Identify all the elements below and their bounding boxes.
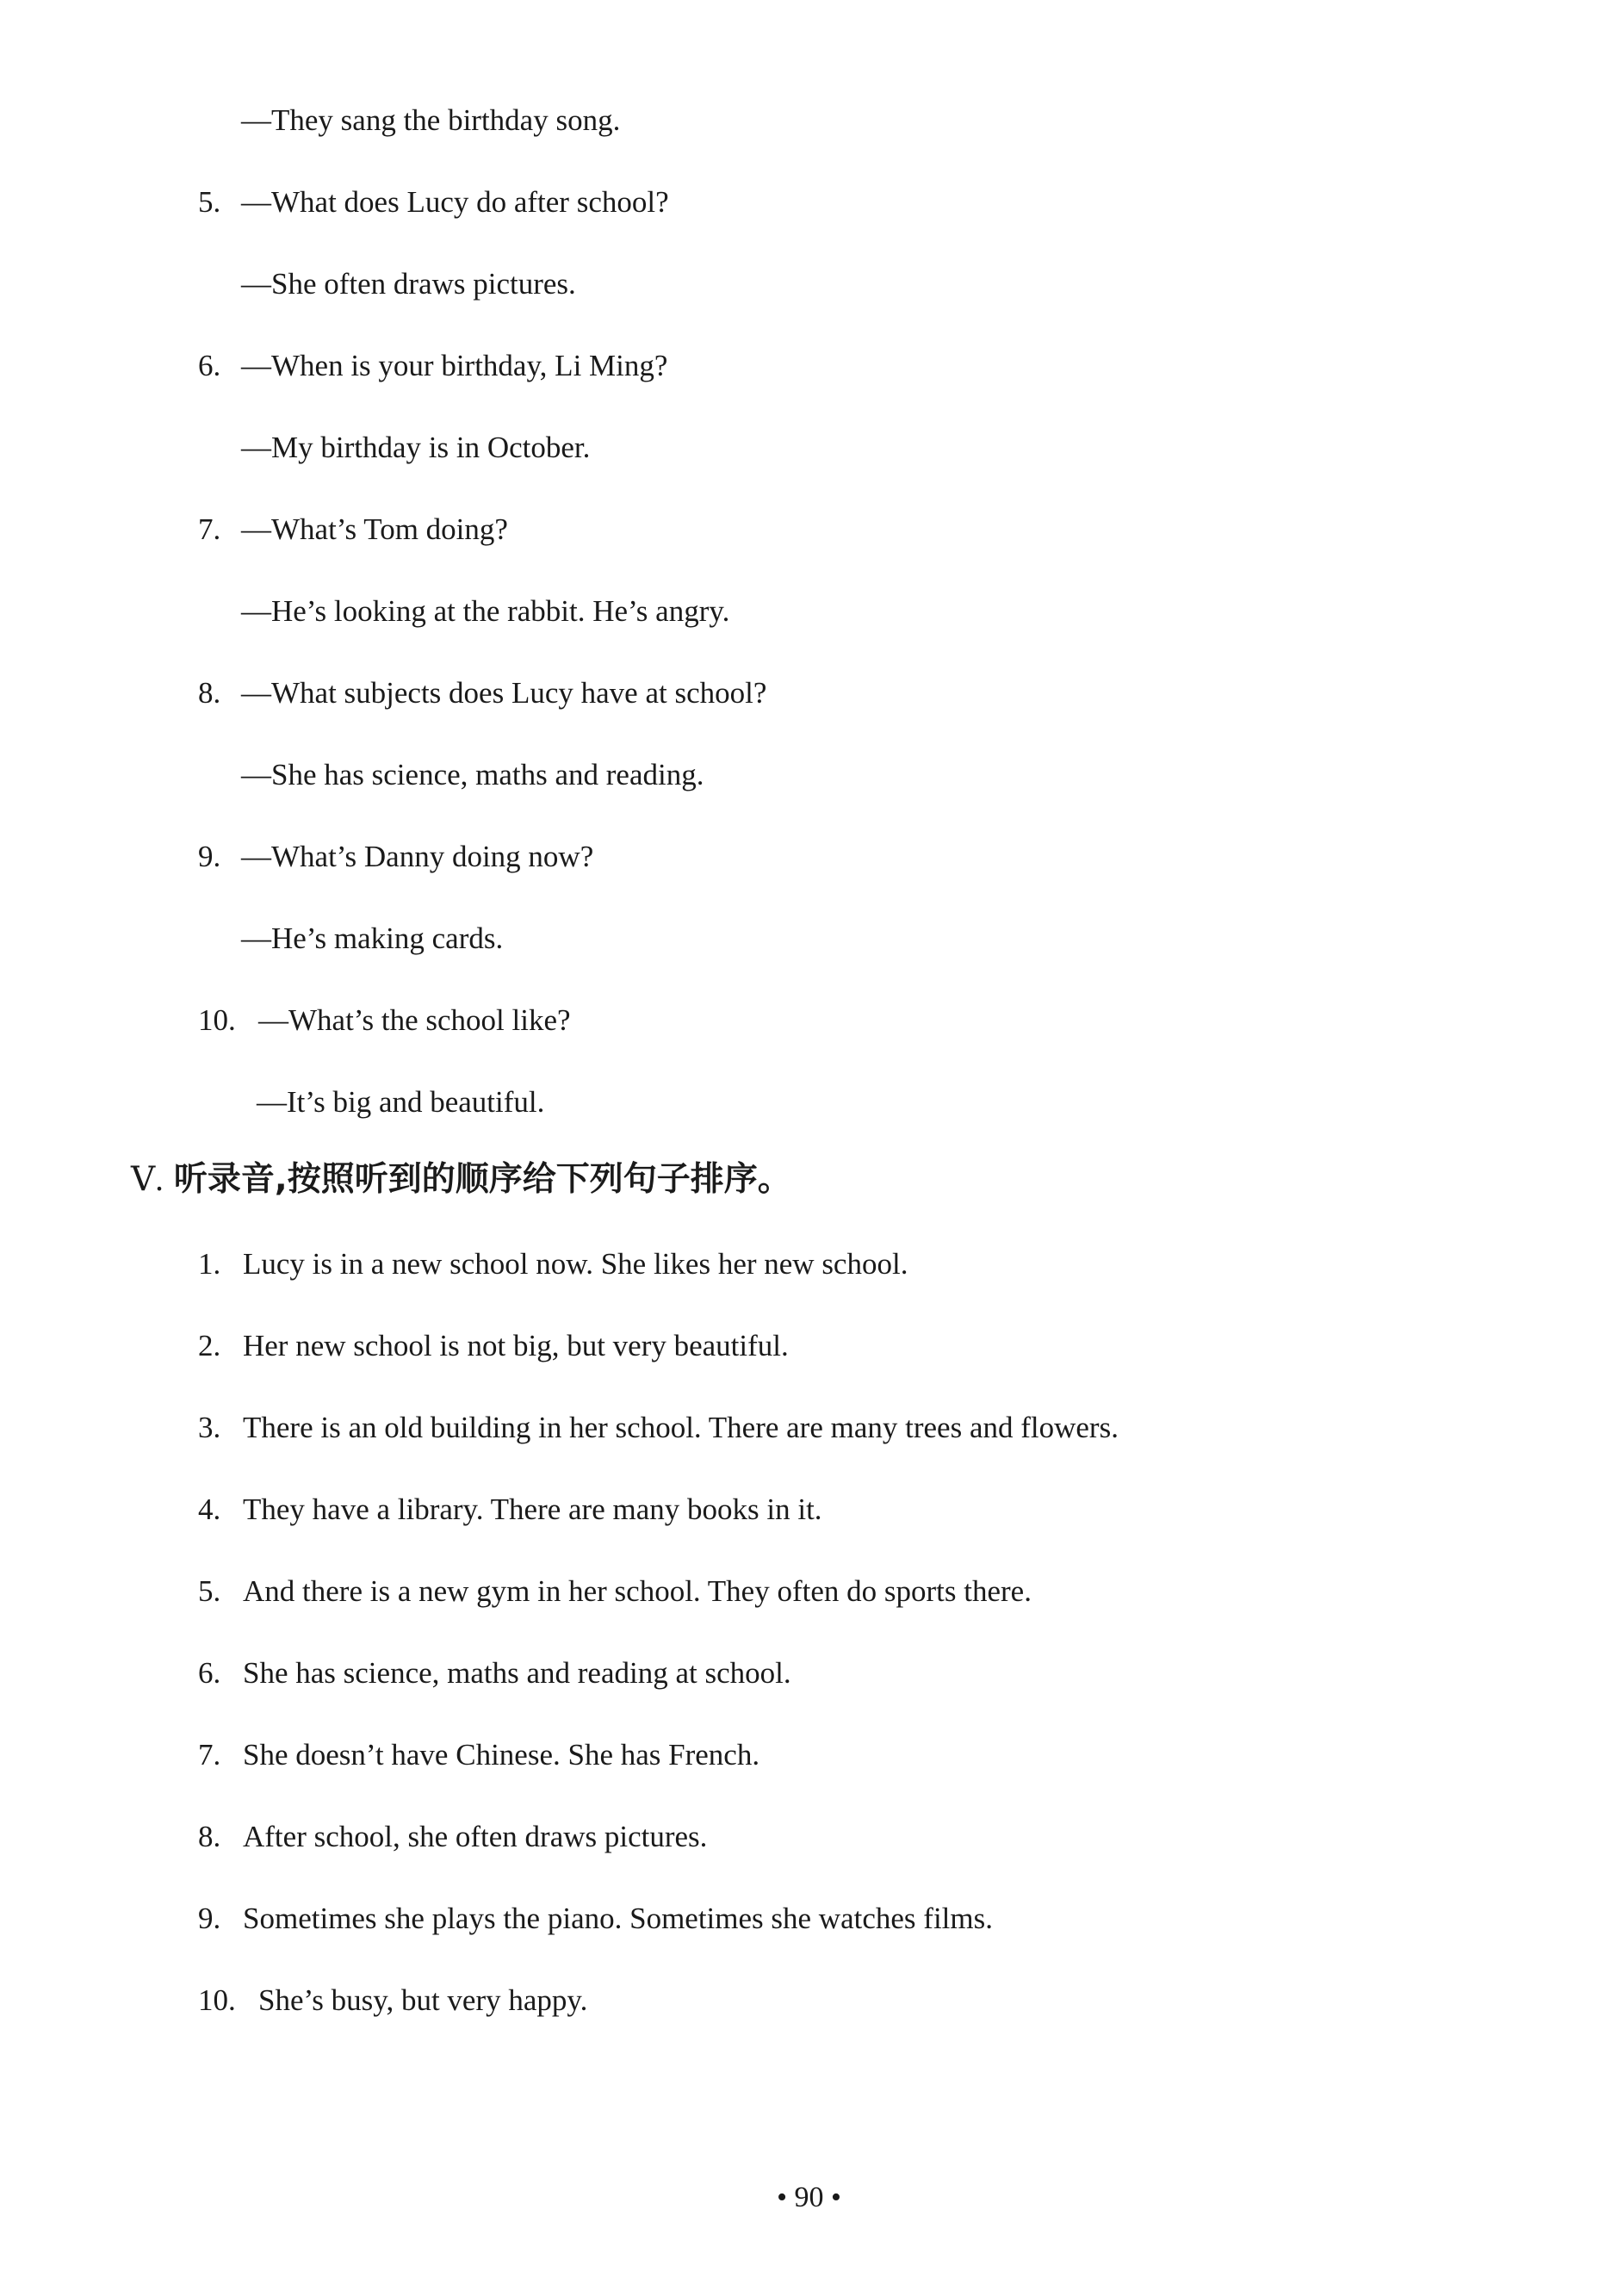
item-number: 10.: [198, 1983, 236, 2017]
dialogue-question: —What subjects does Lucy have at school?: [241, 676, 767, 710]
sentence-item-6: [198, 1658, 791, 1688]
sentence-item-1: [198, 1249, 908, 1279]
dialogue-question: —What’s Danny doing now?: [241, 840, 594, 873]
item-number: 1.: [198, 1247, 221, 1281]
item-number: 2.: [198, 1329, 221, 1362]
sentence-text: There is an old building in her school. There are many trees and flowers.: [243, 1411, 1119, 1444]
item-number: 5.: [198, 1574, 221, 1608]
item-number: 8.: [198, 676, 221, 710]
sentence-item-9: [198, 1903, 993, 1933]
section-heading: [131, 1160, 791, 1199]
item-number: 10.: [198, 1003, 236, 1037]
dialogue-question: —What does Lucy do after school?: [241, 185, 669, 219]
dialogue-answer-8: —She has science, maths and reading.: [241, 758, 704, 791]
item-number: 4.: [198, 1492, 221, 1526]
dialogue-answer-4: —They sang the birthday song.: [241, 103, 621, 137]
item-number: 8.: [198, 1820, 221, 1853]
sentence-text: Sometimes she plays the piano. Sometimes she watches films.: [243, 1902, 993, 1935]
item-number: 3.: [198, 1411, 221, 1444]
sentence-text: And there is a new gym in her school. They often do sports there.: [243, 1574, 1032, 1608]
section-title: 听录音,按照听到的顺序给下列句子排序。: [173, 1160, 791, 1199]
dialogue-item-7: [198, 514, 508, 544]
item-number: 9.: [198, 840, 221, 873]
dialogue-item-5: [198, 187, 669, 217]
dialogue-item-6: [198, 351, 667, 381]
sentence-text: She’s busy, but very happy.: [258, 1983, 588, 2017]
sentence-item-5: [198, 1576, 1032, 1606]
sentence-item-2: [198, 1331, 789, 1361]
section-numeral: Ⅴ.: [131, 1161, 164, 1198]
item-number: 6.: [198, 349, 221, 382]
item-number: 7.: [198, 1738, 221, 1772]
dialogue-answer-6: —My birthday is in October.: [241, 431, 591, 464]
dialogue-question: —What’s Tom doing?: [241, 512, 508, 546]
sentence-item-4: [198, 1494, 822, 1524]
sentence-item-7: [198, 1740, 759, 1770]
page-number: • 90 •: [777, 2181, 841, 2213]
dialogue-answer-7: —He’s looking at the rabbit. He’s angry.: [241, 594, 730, 628]
sentence-item-10: [198, 1985, 587, 2015]
item-number: 7.: [198, 512, 221, 546]
item-number: 9.: [198, 1902, 221, 1935]
sentence-text: She has science, maths and reading at school.: [243, 1656, 791, 1690]
item-number: 6.: [198, 1656, 221, 1690]
dialogue-item-10: [198, 1005, 571, 1035]
dialogue-question: —When is your birthday, Li Ming?: [241, 349, 668, 382]
dialogue-answer-9: —He’s making cards.: [241, 922, 504, 955]
dialogue-question: —What’s the school like?: [258, 1003, 571, 1037]
sentence-text: Lucy is in a new school now. She likes her new school.: [243, 1247, 908, 1281]
sentence-text: They have a library. There are many books in it.: [243, 1492, 822, 1526]
dialogue-answer-5: —She often draws pictures.: [241, 267, 576, 301]
sentence-item-3: [198, 1412, 1119, 1443]
dialogue-answer-10: —It’s big and beautiful.: [257, 1085, 545, 1119]
item-number: 5.: [198, 185, 221, 219]
dialogue-item-9: [198, 841, 593, 872]
sentence-text: Her new school is not big, but very beautiful.: [243, 1329, 789, 1362]
sentence-item-8: [198, 1821, 707, 1852]
dialogue-item-8: [198, 678, 766, 708]
sentence-text: She doesn’t have Chinese. She has French.: [243, 1738, 760, 1772]
sentence-text: After school, she often draws pictures.: [243, 1820, 708, 1853]
